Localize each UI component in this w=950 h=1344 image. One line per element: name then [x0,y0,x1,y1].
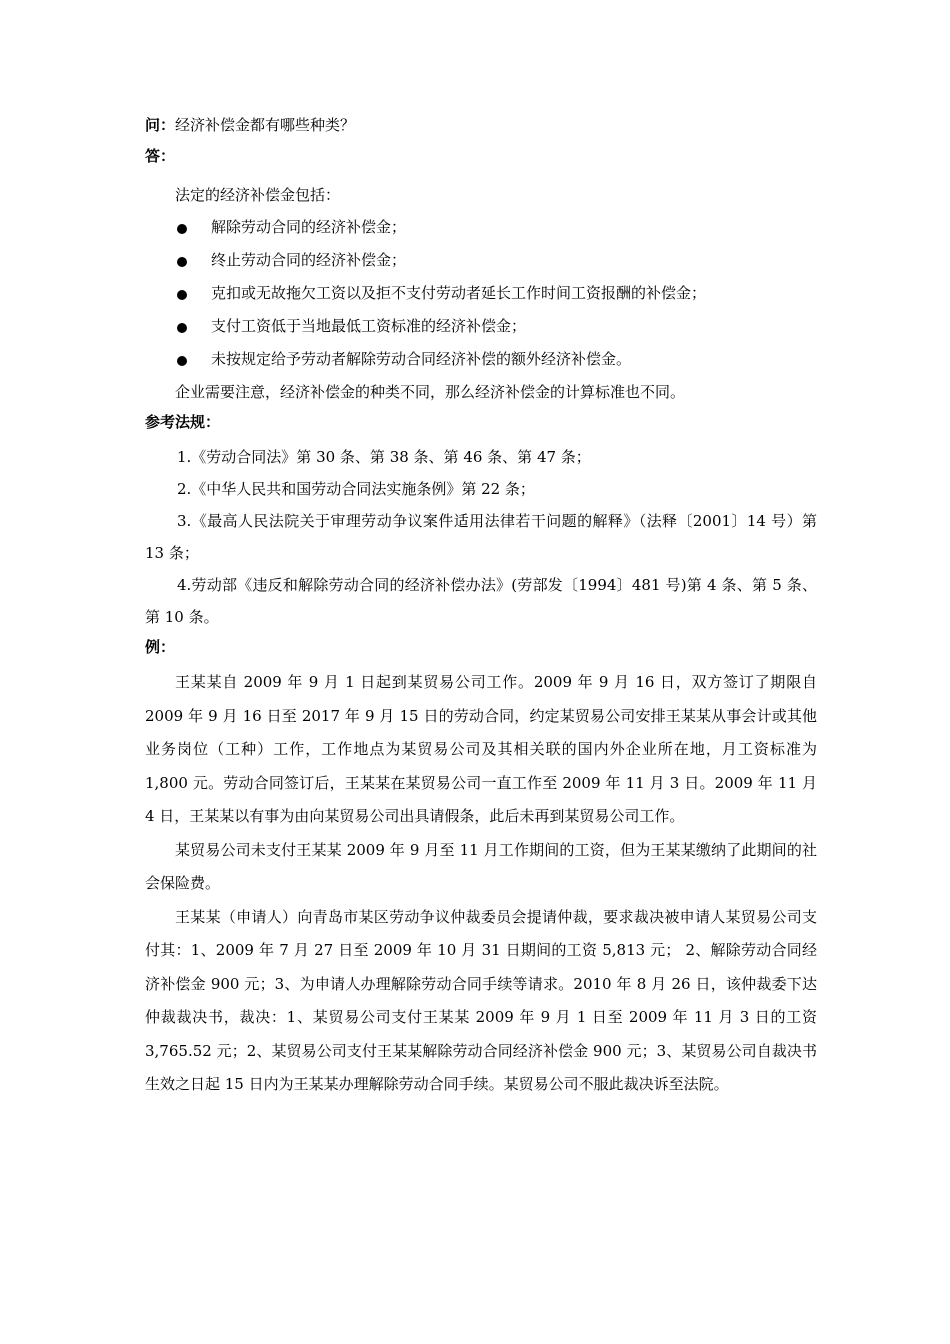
bullet-icon [177,290,187,300]
list-item [145,310,817,343]
list-item-text: 支付工资低于当地最低工资标准的经济补偿金； [211,317,527,335]
list-item [145,277,817,310]
example-paragraph: 某贸易公司未支付王某某 2009 年 9 月至 11 月工作期间的工资，但为王某某缴纳了此期间的社会保险费。 [145,840,817,892]
list-item-text: 未按规定给予劳动者解除劳动合同经济补偿的额外经济补偿金。 [211,350,632,368]
example-paragraph: 王某某自 2009 年 9 月 1 日起到某贸易公司工作。2009 年 9 月 16 日，双方签订了期限自 2009 年 9 月 16 日至 2017 年 9 月 15 日的劳动合同，约定某贸易公司安排王某某从事会计或其他业务岗位（工种）工作，工作地点为某贸易公司及其相关联的国内外企业所在地，月工资标准为 1,800 元。劳动合同签订后，王某某在某贸易公司一直工作至 2009 年 11 月 3 日。2009 年 11 月 4 日，王某某以有事为由向某贸易公司出具请假条，此后未再到某贸易公司工作。 [145,673,817,825]
answer-note: 企业需要注意，经济补偿金的种类不同，那么经济补偿金的计算标准也不同。 [175,383,686,401]
list-item [145,211,817,244]
reference-item: 4.劳动部《违反和解除劳动合同的经济补偿办法》(劳部发〔1994〕481 号)第 4 条、第 5 条、第 10 条。 [145,576,817,626]
references-label: 参考法规： [145,413,221,431]
list-item-text: 终止劳动合同的经济补偿金； [211,251,407,269]
bullet-icon [177,323,187,333]
question-label: 问： [145,116,176,134]
list-item-text: 解除劳动合同的经济补偿金； [211,218,407,236]
reference-item: 3.《最高人民法院关于审理劳动争议案件适用法律若干问题的解释》（法释〔2001〕14 号）第 13 条； [145,512,817,562]
document-page [145,114,817,1102]
bullet-icon [177,356,187,366]
question-line [145,114,817,137]
answer-intro: 法定的经济补偿金包括： [175,186,341,204]
compensation-type-list [145,211,817,376]
list-item [145,244,817,277]
reference-item: 2.《中华人民共和国劳动合同法实施条例》第 22 条； [177,480,535,498]
bullet-icon [177,257,187,267]
reference-item: 1.《劳动合同法》第 30 条、第 38 条、第 46 条、第 47 条； [177,448,591,466]
list-item [145,343,817,376]
question-text: 经济补偿金都有哪些种类？ [175,116,356,134]
answer-label: 答： [145,147,176,165]
example-paragraph: 王某某（申请人）向青岛市某区劳动争议仲裁委员会提请仲裁，要求裁决被申请人某贸易公司支付其：1、2009 年 7 月 27 日至 2009 年 10 月 31 日期间的工资 5,813 元； 2、解除劳动合同经济补偿金 900 元；3、为申请人办理解除劳动合同手续等请求。2010 年 8 月 26 日，该仲裁委下达仲裁裁决书，裁决：1、某贸易公司支付王某某 2009 年 9 月 1 日至 2009 年 11 月 3 日的工资 3,765.52 元；2、某贸易公司支付王某某解除劳动合同经济补偿金 900 元；3、某贸易公司自裁决书生效之日起 15 日内为王某某办理解除劳动合同手续。某贸易公司不服此裁决诉至法院。 [145,907,817,1093]
example-label: 例： [145,638,176,656]
list-item-text: 克扣或无故拖欠工资以及拒不支付劳动者延长工作时间工资报酬的补偿金； [211,284,707,302]
bullet-icon [177,224,187,234]
references-list [145,441,817,633]
